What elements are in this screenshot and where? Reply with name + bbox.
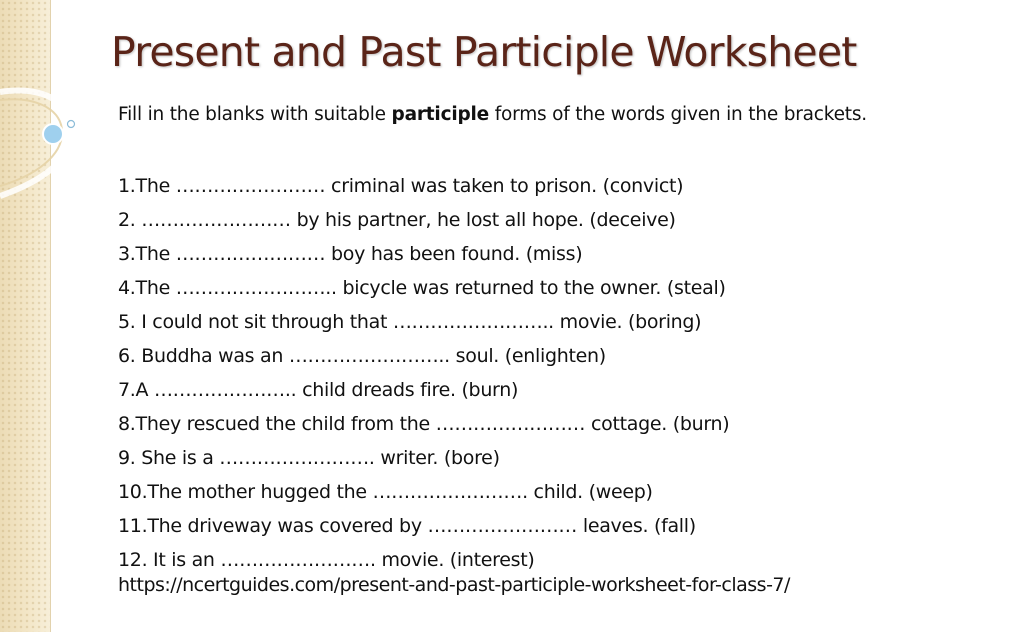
instructions-bold-word: participle (391, 104, 490, 125)
question-list (118, 169, 729, 577)
bubble-small-icon (68, 121, 75, 128)
question-10: 10.The mother hugged the ……………………. child. (weep) (118, 481, 653, 503)
instructions-text-end: forms of the words given in the brackets. (489, 104, 867, 125)
instructions-text-start: Fill in the blanks with suitable (118, 104, 392, 125)
question-2: 2. …………………… by his partner, he lost all hope. (deceive) (118, 209, 676, 231)
instructions (118, 104, 867, 125)
decorative-side-band (0, 0, 51, 632)
question-9: 9. She is a ……………………. writer. (bore) (118, 447, 500, 469)
question-4: 4.The …………………….. bicycle was returned to the owner. (steal) (118, 277, 726, 299)
question-8: 8.They rescued the child from the …………………… cottage. (burn) (118, 413, 730, 435)
question-6: 6. Buddha was an …………………….. soul. (enlighten) (118, 345, 606, 367)
page-title: Present and Past Participle Worksheet (111, 28, 857, 76)
question-5: 5. I could not sit through that …………………….. movie. (boring) (118, 311, 702, 333)
question-1: 1.The …………………… criminal was taken to prison. (convict) (118, 175, 684, 197)
question-12: 12. It is an ……………………. movie. (interest) (118, 549, 535, 571)
question-3: 3.The …………………… boy has been found. (miss) (118, 243, 583, 265)
question-11: 11.The driveway was covered by …………………… leaves. (fall) (118, 515, 696, 537)
source-url: https://ncertguides.com/present-and-past-participle-worksheet-for-class-7/ (118, 574, 790, 596)
question-7: 7.A ………………….. child dreads fire. (burn) (118, 379, 519, 401)
